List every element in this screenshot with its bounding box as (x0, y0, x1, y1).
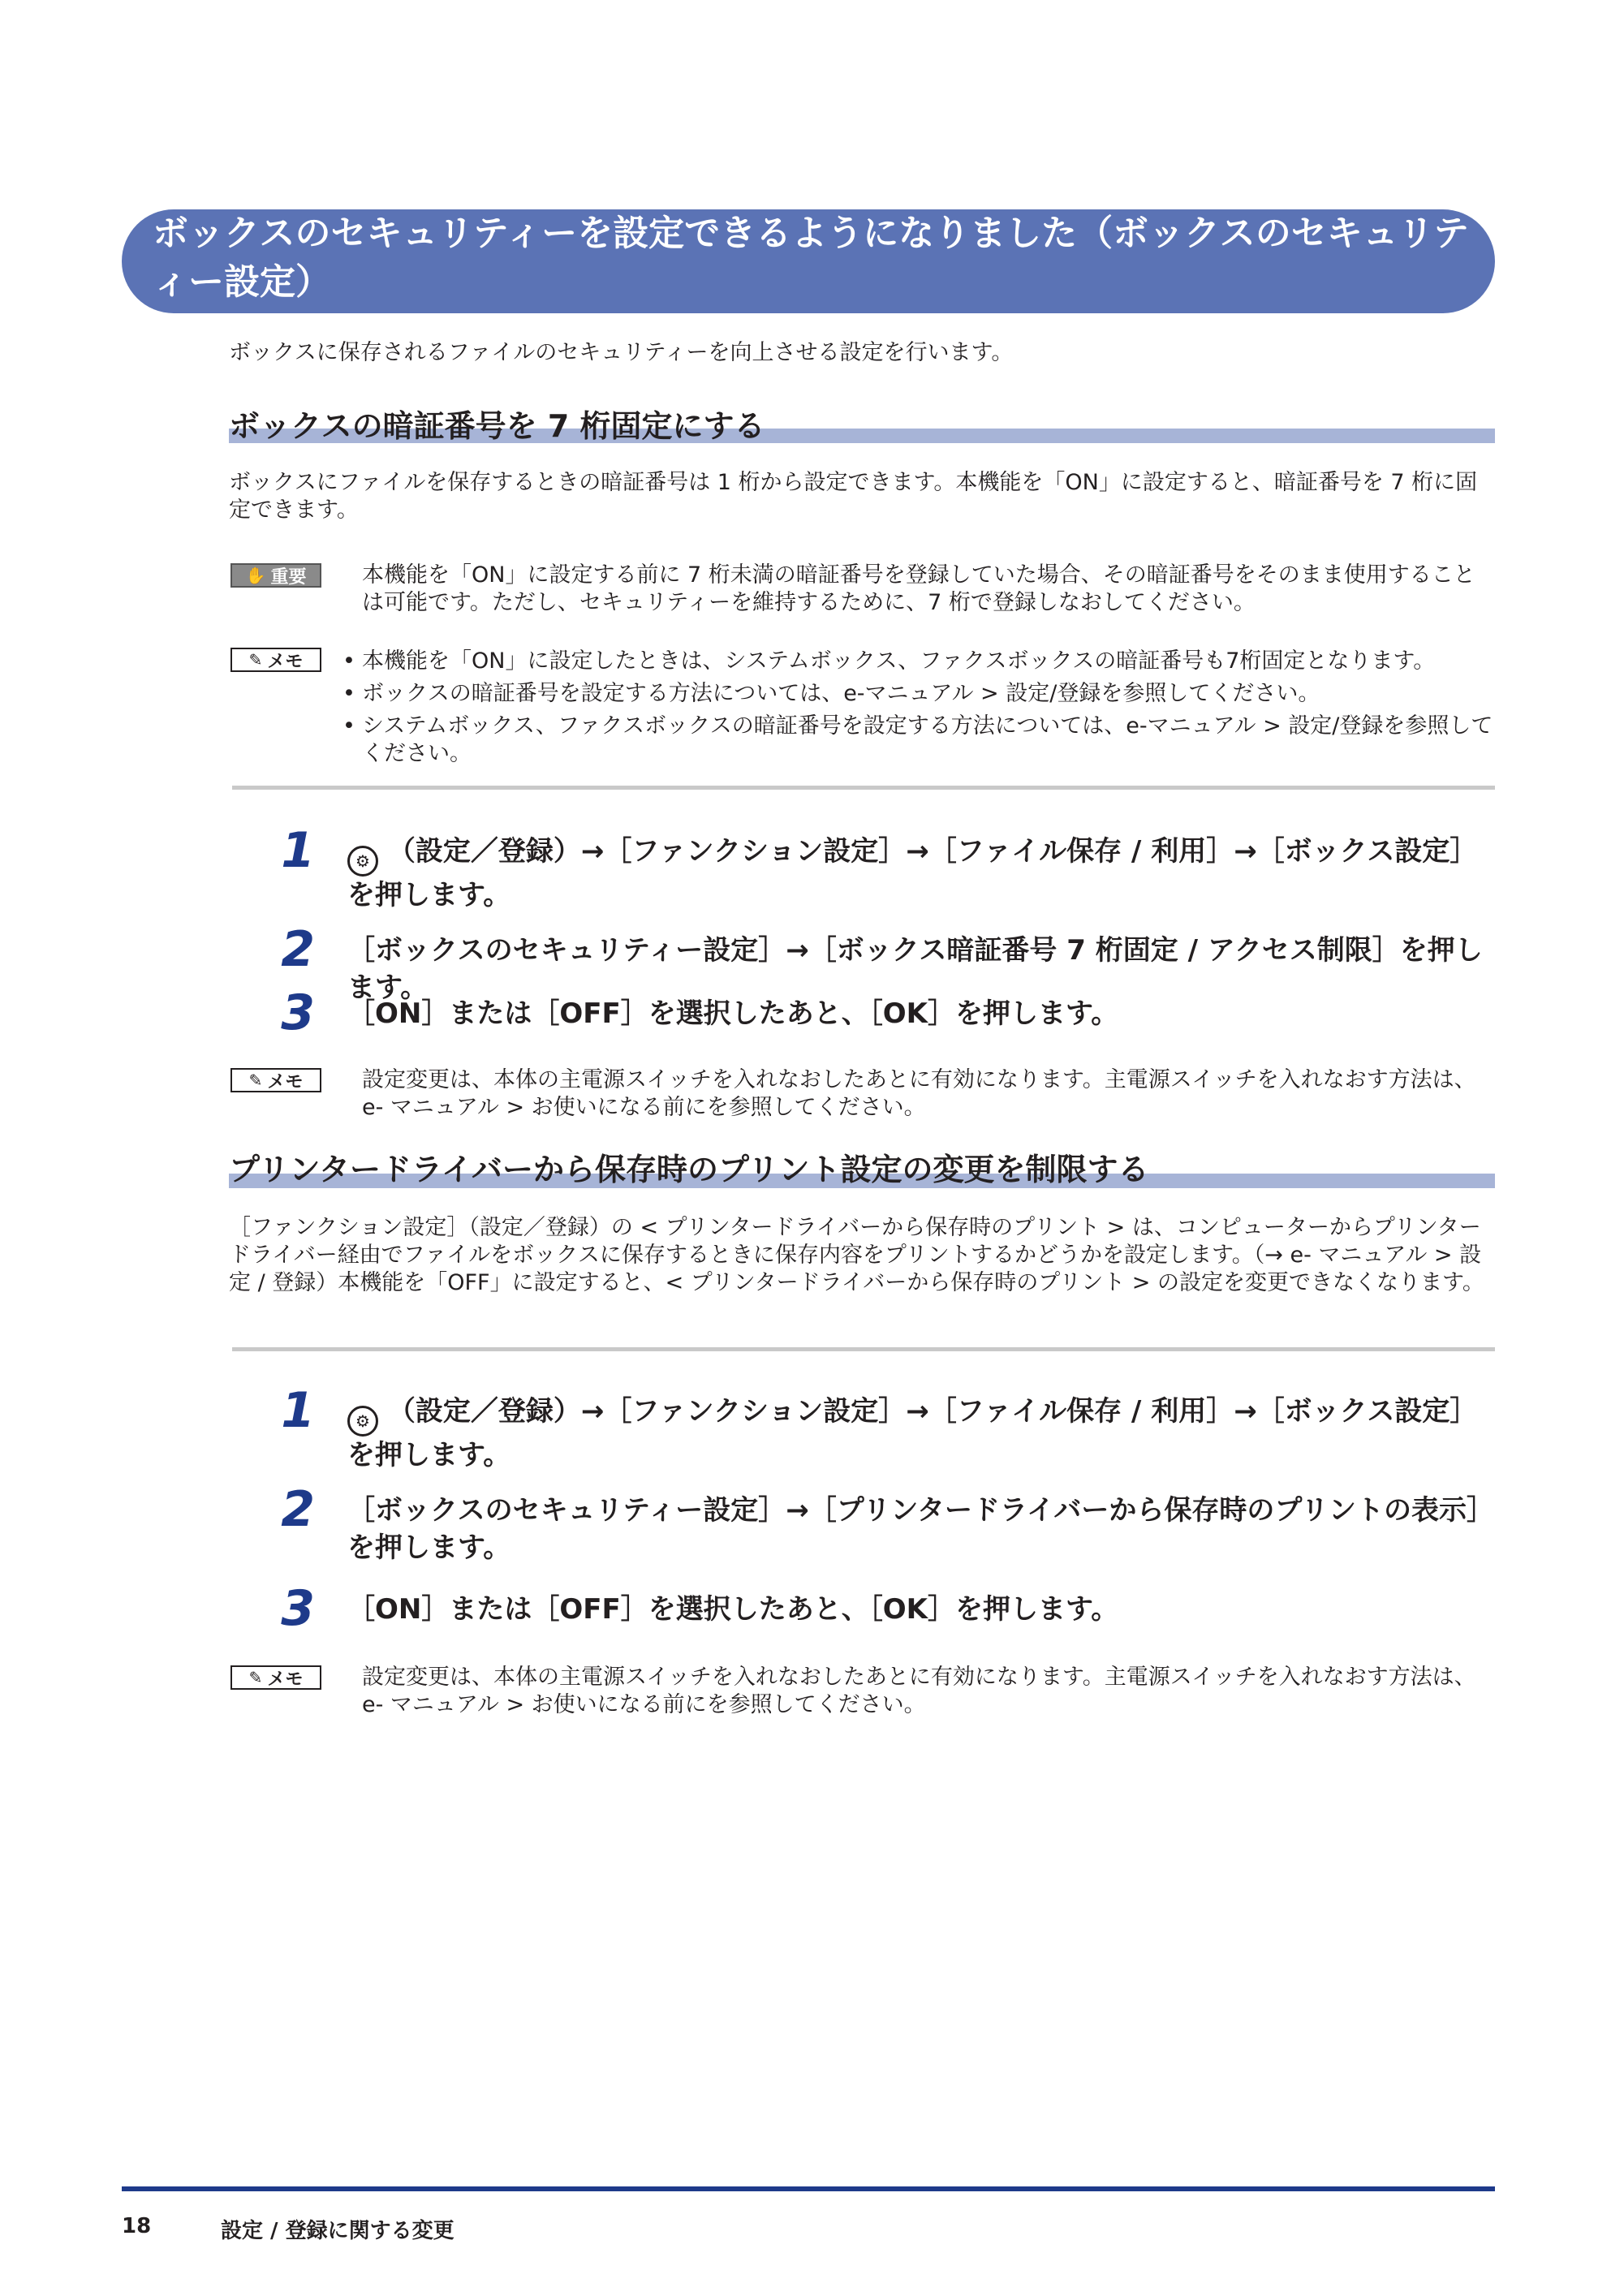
section2-body: ［ファンクション設定］（設定／登録）の < プリンタードライバーから保存時のプリント > は、コンピューターからプリンタードライバー経由でファイルをボックスに保存するときに保存内容をプリントするかどうかを設定します。（→ e- マニュアル > 設定 / 登録）本機能を「OFF」に設定すると、< プリンタードライバーから保存時のプリント > の設定を変更できなくなります。 (229, 1215, 1484, 1295)
memo-bullet-2: ボックスの暗証番号を設定する方法については、e-マニュアル > 設定/登録を参照してください。 (362, 681, 1320, 706)
section1-body: ボックスにファイルを保存するときの暗証番号は 1 桁から設定できます。本機能を「ON」に設定すると、暗証番号を 7 桁に固定できます。 (229, 470, 1478, 523)
settings-icon[interactable]: ⚙ (347, 1406, 378, 1437)
memo-label: メモ (267, 1071, 304, 1092)
memo3-text: 設定変更は、本体の主電源スイッチを入れなおしたあとに有効になります。主電源スイッチを入れなおす方法は、e- マニュアル > お使いになる前にを参照してください。 (362, 1665, 1476, 1717)
important-text: 本機能を「ON」に設定する前に 7 桁未満の暗証番号を登録していた場合、その暗証番号をそのまま使用することは可能です。ただし、セキュリティーを維持するために、7 桁で登録しなおしてください。 (362, 562, 1475, 615)
memo-label: メモ (267, 1669, 304, 1690)
step-2-text: ［ボックスのセキュリティー設定］→［プリンタードライバーから保存時のプリントの表示］を押します。 (347, 1494, 1494, 1564)
step-number: 2 (281, 1481, 315, 1538)
pencil-icon: ✎ (248, 1668, 263, 1687)
memo2-text: 設定変更は、本体の主電源スイッチを入れなおしたあとに有効になります。主電源スイッチを入れなおす方法は、e- マニュアル > お使いになる前にを参照してください。 (362, 1067, 1476, 1120)
pencil-icon: ✎ (248, 650, 263, 670)
divider (232, 1347, 1495, 1351)
step-2-text: ［ボックスのセキュリティー設定］→［ボックス暗証番号 7 桁固定 / アクセス制限］を押します。 (347, 934, 1483, 1004)
bullet-dot: • (342, 648, 355, 674)
step-1-text: ⚙ （設定／登録）→［ファンクション設定］→［ファイル保存 / 利用］→［ボックス設定］を押します。 (347, 1395, 1478, 1471)
memo-bullet-3: システムボックス、ファクスボックスの暗証番号を設定する方法については、e-マニュアル > 設定/登録を参照してください。 (362, 713, 1493, 766)
section1-heading: ボックスの暗証番号を 7 桁固定にする (229, 408, 765, 444)
important-label: 重要 (270, 566, 307, 588)
memo-tag (230, 648, 321, 672)
step-number: 2 (281, 921, 315, 978)
memo-tag (230, 1665, 321, 1690)
step-3-text: ［ON］または［OFF］を選択したあと、［OK］を押します。 (347, 997, 1119, 1030)
memo-tag (230, 1068, 321, 1092)
footer-rule (122, 2186, 1495, 2191)
bullet-dot: • (342, 713, 355, 739)
hand-icon: ✋ (245, 566, 266, 585)
settings-icon[interactable]: ⚙ (347, 846, 378, 877)
important-tag (230, 563, 321, 588)
step-number: 1 (281, 1382, 315, 1439)
step-number: 1 (281, 822, 315, 879)
memo-bullet-1: 本機能を「ON」に設定したときは、システムボックス、ファクスボックスの暗証番号も7桁固定となります。 (362, 648, 1436, 674)
page-title: ボックスのセキュリティーを設定できるようになりました（ボックスのセキュリティー設定） (153, 213, 1469, 303)
pencil-icon: ✎ (248, 1070, 263, 1090)
bullet-dot: • (342, 681, 355, 706)
footer-section-title: 設定 / 登録に関する変更 (221, 2219, 454, 2243)
step-1-text: ⚙ （設定／登録）→［ファンクション設定］→［ファイル保存 / 利用］→［ボックス設定］を押します。 (347, 835, 1478, 911)
memo-label: メモ (267, 651, 304, 672)
step-3-text: ［ON］または［OFF］を選択したあと、［OK］を押します。 (347, 1593, 1119, 1626)
page-number: 18 (122, 2214, 152, 2238)
step-number: 3 (281, 1580, 315, 1637)
intro-text: ボックスに保存されるファイルのセキュリティーを向上させる設定を行います。 (229, 340, 1014, 365)
divider (232, 786, 1495, 790)
section2-heading: プリンタードライバーから保存時のプリント設定の変更を制限する (229, 1152, 1149, 1187)
step-number: 3 (281, 984, 315, 1041)
